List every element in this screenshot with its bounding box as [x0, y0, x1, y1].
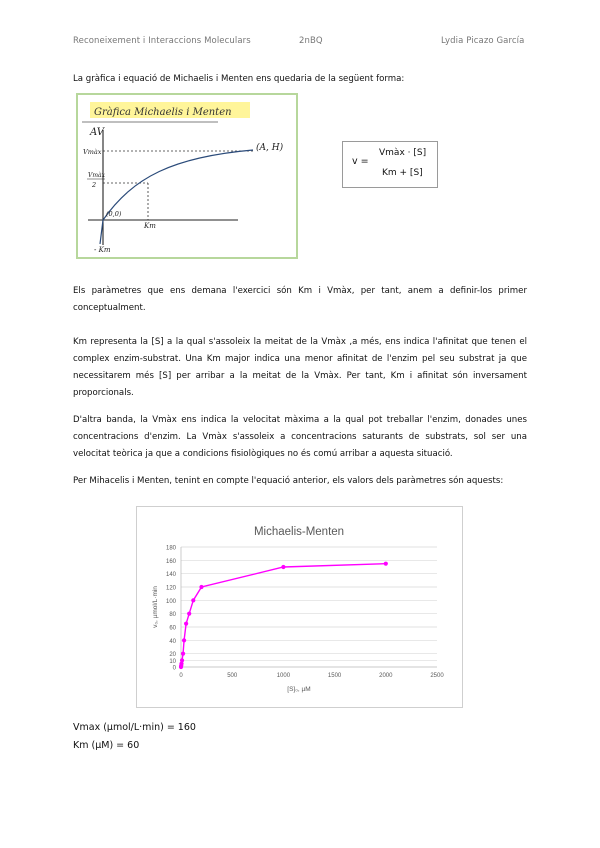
- sketch-y-label: AV: [90, 127, 104, 138]
- header-left: Reconeixement i Interaccions Moleculars: [73, 36, 251, 46]
- data-point: [181, 652, 185, 656]
- y-tick-label: 20: [169, 652, 176, 659]
- y-tick-label: 0: [172, 665, 176, 672]
- y-tick-label: 120: [165, 585, 176, 592]
- equation-box: [342, 141, 438, 188]
- x-tick-label: 1500: [327, 673, 342, 679]
- equation-numerator: Vmàx · [S]: [379, 148, 427, 158]
- data-point: [182, 638, 186, 642]
- y-tick-label: 10: [169, 658, 176, 665]
- y-tick-label: 80: [169, 612, 176, 619]
- data-point: [281, 565, 285, 569]
- sketch-origin: (0,0): [106, 210, 122, 218]
- y-tick-label: 180: [165, 545, 176, 552]
- data-point: [187, 612, 191, 616]
- x-axis-label: [S]₀, µM: [287, 686, 311, 693]
- sketch-vmax-mark: Vmàx: [83, 148, 102, 156]
- y-tick-label: 140: [165, 572, 176, 579]
- sketch-figure: [76, 93, 298, 259]
- sketch-svg: [78, 95, 296, 257]
- header-right: Lydia Picazo García: [441, 36, 525, 46]
- data-point: [199, 585, 203, 589]
- chart-container: [136, 506, 463, 708]
- paragraph-km: Km representa la [S] a la qual s'assoleix la meitat de la Vmàx ,a més, ens indica l'afinitat que tenen el complex enzim-substrat. Una Km major indica una menor afinitat de l'enzim pel seu substrat ja que necessitarem més [S] per arribar a la meitat de la Vmàx. Per tant, Km i afinitat són inversament proporcionals.: [73, 337, 527, 398]
- sketch-asymptote-label: (A, H): [256, 143, 284, 153]
- equation-lhs: v =: [352, 156, 369, 167]
- paragraph-parameters: Els paràmetres que ens demana l'exercici són Km i Vmàx, per tant, anem a definir-los primer conceptualment.: [73, 286, 527, 313]
- y-tick-label: 40: [169, 638, 176, 645]
- chart-svg: [137, 507, 462, 707]
- equation-denominator: Km + [S]: [382, 168, 423, 178]
- intro-text: La gràfica i equació de Michaelis i Menten ens quedaria de la següent forma:: [73, 74, 405, 84]
- sketch-curve: [100, 150, 253, 244]
- sketch-title: Gràfica Michaelis i Menten: [94, 107, 232, 118]
- y-axis-label: v₀, µmol/L·min: [152, 586, 159, 628]
- paragraph-values-intro: Per Mihacelis i Menten, tenint en compte l'equació anterior, els valors dels paràmetres són aquests:: [73, 476, 504, 486]
- data-point: [180, 658, 184, 662]
- paragraph-vmax: D'altra banda, la Vmàx ens indica la velocitat màxima a la qual pot treballar l'enzim, donades unes concentracions d'enzim. La Vmàx s'assoleix a concentracions saturants de substrats, sol ser una velocitat teòrica ja que a condicions fisiològiques no és comú arribar a aquesta situació.: [73, 415, 527, 459]
- series-line: [181, 564, 386, 667]
- x-tick-label: 0: [179, 673, 183, 679]
- y-tick-label: 60: [169, 625, 176, 632]
- sketch-neg-km: - Km: [94, 246, 111, 254]
- data-point: [384, 562, 388, 566]
- chart-title: Michaelis-Menten: [253, 526, 345, 538]
- x-tick-label: 1000: [276, 673, 291, 679]
- x-tick-label: 2500: [430, 673, 444, 679]
- header-center: 2nBQ: [299, 36, 323, 46]
- x-tick-label: 2000: [379, 673, 393, 679]
- y-tick-label: 100: [165, 598, 176, 605]
- data-point: [184, 622, 188, 626]
- data-point: [191, 598, 195, 602]
- result-km: Km (µM) = 60: [73, 740, 140, 751]
- result-vmax: Vmax (µmol/L·min) = 160: [73, 722, 196, 733]
- y-tick-label: 160: [165, 558, 176, 565]
- sketch-km: Km: [144, 222, 156, 230]
- sketch-half-bottom: 2: [92, 181, 97, 189]
- x-tick-label: 500: [227, 673, 238, 679]
- sketch-half-top: Vmàx: [88, 172, 105, 179]
